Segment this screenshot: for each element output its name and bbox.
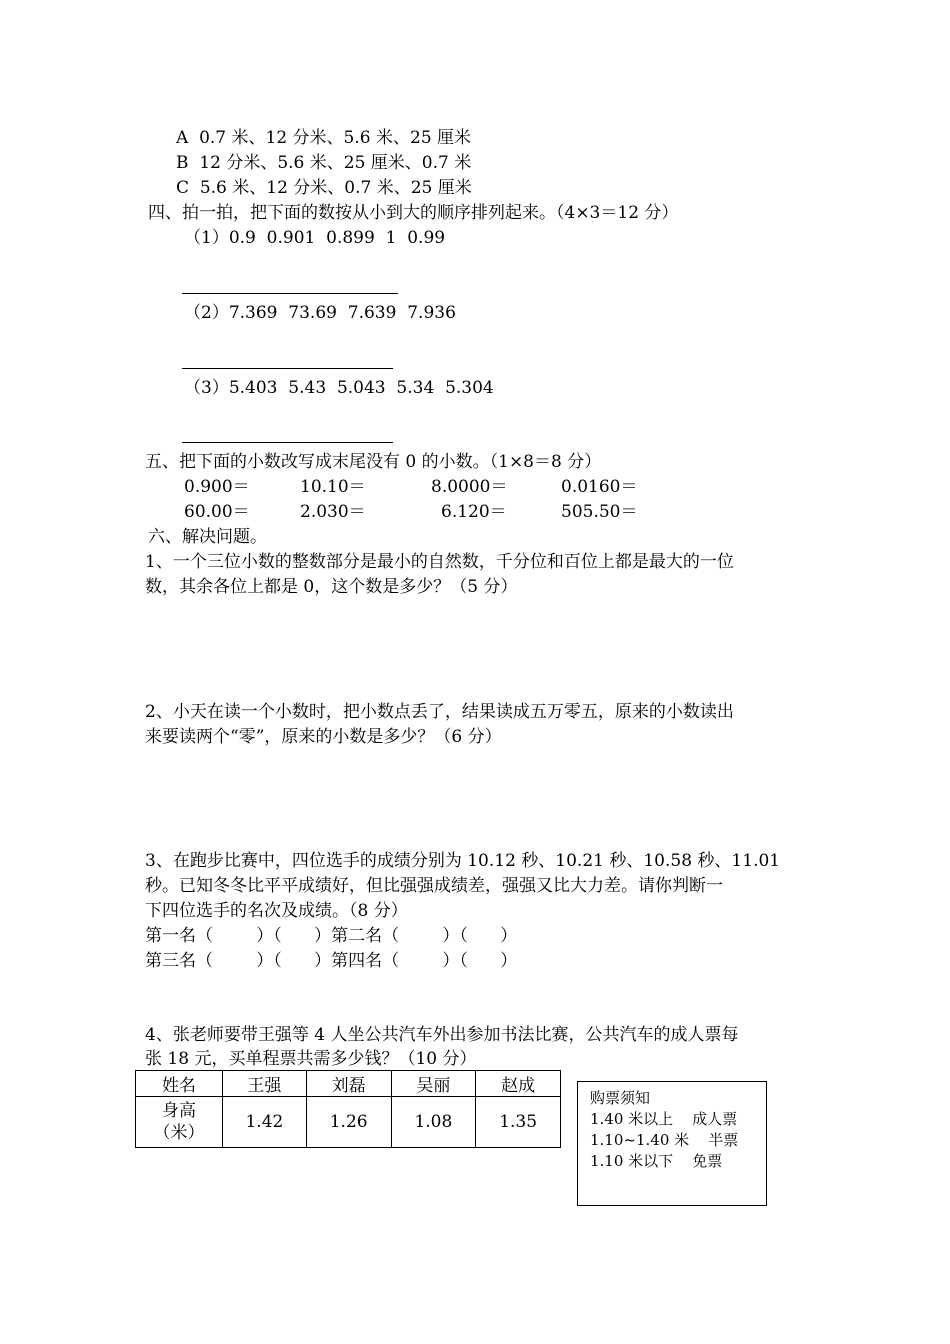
name-cell: 吴丽 (391, 1071, 476, 1097)
q4-item-1: （1）0.9 0.901 0.899 1 0.99 (184, 228, 446, 248)
name-cell: 王强 (223, 1071, 307, 1097)
ticket-rule: 1.40 米以上 成人票 (590, 1110, 738, 1128)
problem-2-line-2: 来要读两个“零”，原来的小数是多少？（6 分） (145, 727, 502, 747)
q5-cell: 8.0000＝ (431, 477, 508, 497)
problem-4-line-2: 张 18 元，买单程票共需多少钱？（10 分） (145, 1049, 477, 1069)
height-header (136, 1097, 223, 1148)
q5-cell: 60.00＝ (184, 502, 250, 522)
answer-line-2 (182, 368, 393, 369)
height-cell: 1.35 (476, 1097, 561, 1148)
option-c: C 5.6 米、12 分米、0.7 米、25 厘米 (176, 178, 472, 198)
problem-1-line-2: 数，其余各位上都是 0，这个数是多少？（5 分） (145, 577, 518, 597)
q4-item-3: （3）5.403 5.43 5.043 5.34 5.304 (184, 378, 494, 398)
q5-cell: 2.030＝ (300, 502, 366, 522)
name-cell: 刘磊 (306, 1071, 391, 1097)
height-cell: 1.42 (223, 1097, 307, 1148)
ticket-rule: 1.10~1.40 米 半票 (590, 1131, 739, 1149)
option-b: B 12 分米、5.6 米、25 厘米、0.7 米 (176, 153, 472, 173)
name-cell: 赵成 (476, 1071, 561, 1097)
q5-cell: 505.50＝ (561, 502, 638, 522)
q4-item-2: （2）7.369 73.69 7.639 7.936 (184, 303, 456, 323)
answer-line-3 (182, 442, 393, 443)
problem-2-line-1: 2、小天在读一个小数时，把小数点丢了，结果读成五万零五，原来的小数读出 (145, 702, 734, 722)
height-header-line-1: 身高 (162, 1101, 197, 1121)
q5-cell: 6.120＝ (441, 502, 507, 522)
height-cell: 1.26 (306, 1097, 391, 1148)
q5-title: 五、把下面的小数改写成末尾没有 0 的小数。（1×8＝8 分） (145, 452, 602, 472)
q5-cell: 10.10＝ (300, 477, 366, 497)
height-header-line-2: （米） (153, 1123, 205, 1143)
problem-4-line-1: 4、张老师要带王强等 4 人坐公共汽车外出参加书法比赛，公共汽车的成人票每 (145, 1025, 739, 1045)
problem-3-line-2: 秒。已知冬冬比平平成绩好，但比强强成绩差，强强又比大力差。请你判断一 (145, 876, 723, 896)
answer-line-1 (182, 293, 398, 294)
q6-title: 六、解决问题。 (148, 527, 267, 547)
q5-cell: 0.0160＝ (561, 477, 638, 497)
table-row (136, 1097, 561, 1148)
ticket-notice (577, 1081, 767, 1206)
table-row (136, 1071, 561, 1097)
problem-3-line-1: 3、在跑步比赛中，四位选手的成绩分别为 10.12 秒、10.21 秒、10.58 秒、11.01 (145, 851, 781, 871)
height-cell: 1.08 (391, 1097, 476, 1148)
option-a: A 0.7 米、12 分米、5.6 米、25 厘米 (176, 128, 472, 148)
name-header: 姓名 (136, 1071, 223, 1097)
rank-row-2: 第三名（ ）（ ）第四名（ ）（ ） (145, 951, 518, 971)
rank-row-1: 第一名（ ）（ ）第二名（ ）（ ） (145, 926, 518, 946)
problem-1-line-1: 1、一个三位小数的整数部分是最小的自然数，千分位和百位上都是最大的一位 (145, 552, 734, 572)
height-table (135, 1070, 561, 1148)
problem-3-line-3: 下四位选手的名次及成绩。（8 分） (145, 901, 408, 921)
ticket-notice-title: 购票须知 (590, 1089, 651, 1107)
ticket-rule: 1.10 米以下 免票 (590, 1152, 723, 1170)
q5-cell: 0.900＝ (184, 477, 250, 497)
q4-title: 四、拍一拍，把下面的数按从小到大的顺序排列起来。（4×3＝12 分） (148, 203, 679, 223)
